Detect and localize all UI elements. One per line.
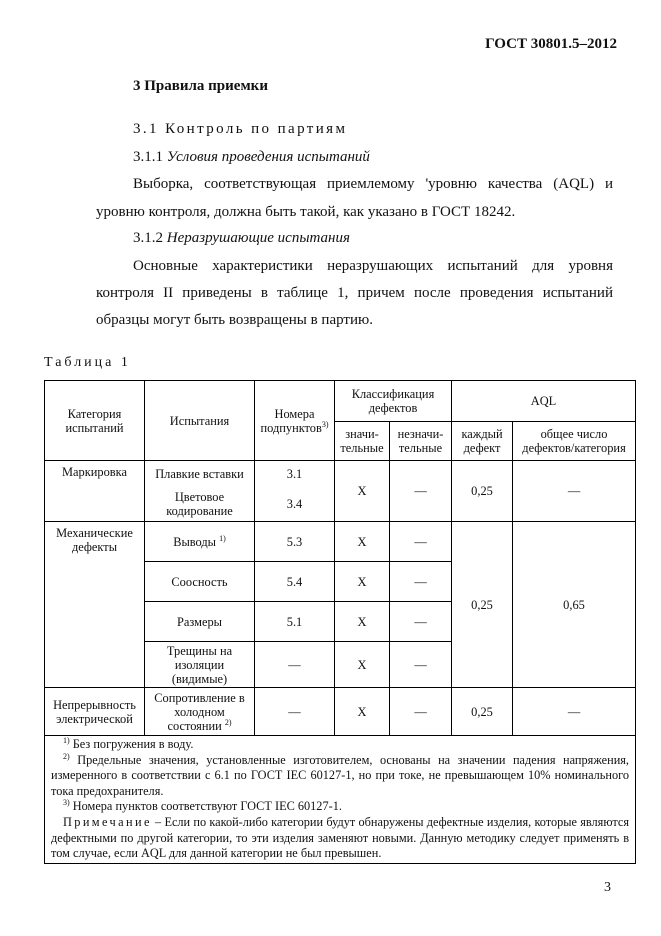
subitem-5-3: 5.3 bbox=[255, 522, 335, 562]
continuity-significant: X bbox=[335, 688, 390, 736]
test-fuses: Плавкие вставки bbox=[145, 461, 255, 487]
subitem-5-1: 5.1 bbox=[255, 602, 335, 642]
test-alignment: Соосность bbox=[145, 562, 255, 602]
paragraph-2-line-2: контроля II приведены в таблице 1, причем после проведения испытаний bbox=[96, 285, 613, 301]
test-cold-resistance-text: Сопротивление в холодном состоянии bbox=[154, 690, 245, 733]
paragraph-1-line-1: Выборка, соответствующая приемлемому 'уровню качества (AQL) и bbox=[133, 176, 613, 192]
subitem-3-4: 3.4 bbox=[255, 487, 335, 522]
alignment-significant: X bbox=[335, 562, 390, 602]
footnote-2 bbox=[51, 753, 629, 800]
footnote-text: Предельные значения, установленные изготовителем, основаны на значении падения напряжения, измеренного в соответствии с 6.1 по ГОСТ IEC 60127-1, но при токе, не превышающем 10% номинального тока предохранителя. bbox=[51, 752, 630, 798]
section-title: 3 Правила приемки bbox=[133, 78, 268, 94]
subsection-title: Неразрушающие испытания bbox=[166, 230, 350, 246]
footnote-mark: 1) bbox=[63, 735, 70, 745]
test-leads-text: Выводы bbox=[173, 534, 217, 549]
mechanical-aql-total: 0,65 bbox=[513, 522, 636, 688]
footnote-text: Номера пунктов соответствуют ГОСТ IEC 60127-1. bbox=[72, 799, 342, 814]
test-leads bbox=[145, 522, 255, 562]
paragraph-2-line-1: Основные характеристики неразрушающих испытаний для уровня bbox=[133, 258, 613, 274]
footnote-text: Без погружения в воду. bbox=[72, 737, 194, 751]
marking-aql-each: 0,25 bbox=[452, 461, 513, 522]
header-subitems bbox=[255, 381, 335, 461]
leads-significant: X bbox=[335, 522, 390, 562]
leads-insignificant: — bbox=[390, 522, 452, 562]
paragraph-2-line-3: образцы могут быть возвращены в партию. bbox=[96, 312, 373, 328]
remark-label: Примечание bbox=[63, 814, 152, 829]
marking-insignificant: — bbox=[390, 461, 452, 522]
subitem-3-1: 3.1 bbox=[255, 461, 335, 487]
subsection-title: Условия проведения испытаний bbox=[166, 149, 370, 165]
standard-header: ГОСТ 30801.5–2012 bbox=[485, 36, 617, 52]
test-cold-resistance bbox=[145, 688, 255, 736]
header-category: Категория испытаний bbox=[45, 381, 145, 461]
header-classification: Классификация дефектов bbox=[335, 381, 452, 422]
alignment-insignificant: — bbox=[390, 562, 452, 602]
inspection-table bbox=[44, 380, 636, 864]
paragraph-1-line-2: уровню контроля, должна быть такой, как указано в ГОСТ 18242. bbox=[96, 204, 516, 220]
footnote-3 bbox=[51, 799, 629, 815]
footnote-1 bbox=[51, 737, 629, 753]
category-marking: Маркировка bbox=[45, 461, 145, 522]
subitem-cracks: — bbox=[255, 642, 335, 688]
subsection-number: 3.1.2 bbox=[133, 230, 163, 246]
table-notes bbox=[45, 736, 636, 864]
page-number: 3 bbox=[604, 880, 611, 895]
dimensions-significant: X bbox=[335, 602, 390, 642]
test-color-coding: Цветовое кодирование bbox=[145, 487, 255, 522]
footnote-ref: 2) bbox=[224, 717, 232, 727]
category-continuity: Непрерывность электрической bbox=[45, 688, 145, 736]
header-tests: Испытания bbox=[145, 381, 255, 461]
test-dimensions: Размеры bbox=[145, 602, 255, 642]
marking-significant: X bbox=[335, 461, 390, 522]
footnote-ref: 1) bbox=[219, 533, 226, 543]
footnote-mark: 3) bbox=[63, 798, 70, 808]
header-aql: AQL bbox=[452, 381, 636, 422]
subitem-5-4: 5.4 bbox=[255, 562, 335, 602]
cracks-significant: X bbox=[335, 642, 390, 688]
table-label: Таблица 1 bbox=[44, 355, 131, 370]
subsection-3-1-2 bbox=[133, 223, 350, 254]
remark-text: – Если по какой-либо категории будут обнаружены дефектные изделия, которые являются дефектными по другой категории, то эти изделия заменяют новыми. Данную методику следует применять в том случае, если AQL для данной категории не был превышен. bbox=[51, 814, 630, 861]
test-insulation-cracks: Трещины на изоляции (видимые) bbox=[145, 642, 255, 688]
subsection-number: 3.1.1 bbox=[133, 149, 163, 165]
continuity-subitem: — bbox=[255, 688, 335, 736]
continuity-aql-each: 0,25 bbox=[452, 688, 513, 736]
table-remark bbox=[51, 815, 629, 862]
header-significant: значи-тельные bbox=[335, 422, 390, 461]
continuity-insignificant: — bbox=[390, 688, 452, 736]
header-insignificant: незначи-тельные bbox=[390, 422, 452, 461]
footnote-ref: 3) bbox=[321, 419, 329, 429]
mechanical-aql-each: 0,25 bbox=[452, 522, 513, 688]
header-each-defect: каждый дефект bbox=[452, 422, 513, 461]
header-total-defects: общее число дефектов/категория bbox=[513, 422, 636, 461]
header-subitems-text: Номера подпунктов bbox=[260, 406, 322, 435]
continuity-aql-total: — bbox=[513, 688, 636, 736]
subsection-3-1: 3.1 Контроль по партиям bbox=[133, 121, 348, 137]
dimensions-insignificant: — bbox=[390, 602, 452, 642]
cracks-insignificant: — bbox=[390, 642, 452, 688]
footnote-mark: 2) bbox=[63, 751, 70, 761]
marking-aql-total: — bbox=[513, 461, 636, 522]
category-mechanical: Механические дефекты bbox=[45, 522, 145, 688]
